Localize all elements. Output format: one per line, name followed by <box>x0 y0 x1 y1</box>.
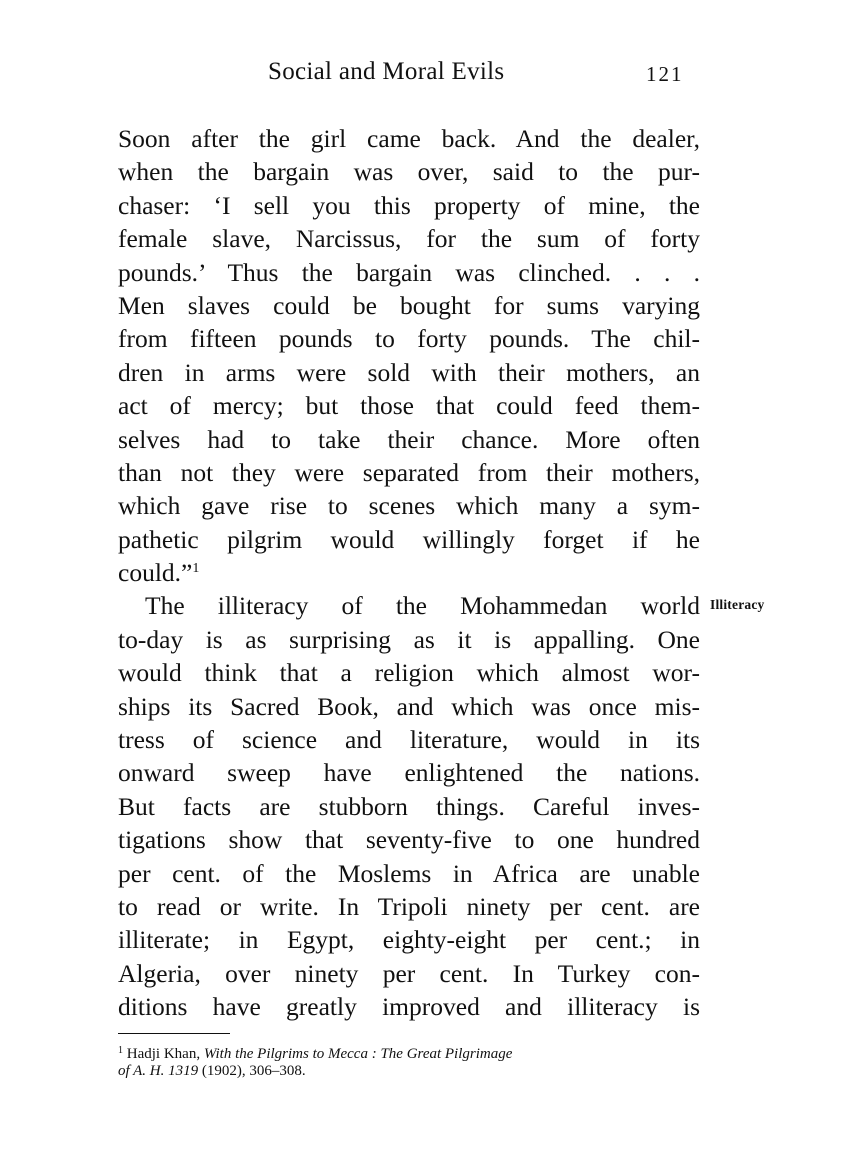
page-number: 121 <box>646 62 684 86</box>
text-line <box>118 489 700 522</box>
text-line <box>118 790 700 823</box>
text-line-content: illiterate; in Egypt, eighty-eight per cent.; in <box>118 925 700 955</box>
text-line <box>118 322 700 355</box>
text-line <box>118 690 700 723</box>
footnote-number: 1 <box>118 1045 123 1056</box>
text-line <box>118 289 700 322</box>
text-line-content: tress of science and literature, would in its <box>118 725 700 755</box>
footnote <box>118 1046 700 1080</box>
text-line <box>118 523 700 556</box>
footnote-author: Hadji Khan, <box>126 1046 201 1062</box>
text-line-content: Men slaves could be bought for sums varying <box>118 290 700 320</box>
text-line-content: selves had to take their chance. More often <box>118 424 700 454</box>
text-line <box>118 623 700 656</box>
body-text <box>118 122 700 1024</box>
footnote-reference: 1 <box>192 561 200 577</box>
text-line-content: onward sweep have enlightened the nations. <box>118 758 700 788</box>
text-line <box>118 122 700 155</box>
footnote-pages: (1902), 306–308. <box>198 1063 306 1079</box>
text-line-content: Soon after the girl came back. And the dealer, <box>118 124 700 153</box>
text-line <box>118 923 700 956</box>
text-line <box>118 389 700 422</box>
footnote-title: With the Pilgrims to Mecca : The Great Pilgrimage <box>203 1046 513 1062</box>
text-line <box>118 456 700 489</box>
text-line <box>118 857 700 890</box>
text-line <box>118 155 700 188</box>
text-line-content: But facts are stubborn things. Careful inves- <box>118 791 700 821</box>
text-line <box>118 723 700 756</box>
text-line-content: pathetic pilgrim would willingly forget if he <box>118 524 700 554</box>
footnote-date-italic: of A. H. 1319 <box>118 1063 199 1079</box>
text-line-content: when the bargain was over, said to the pur- <box>118 157 700 187</box>
text-line-content: ships its Sacred Book, and which was once mis- <box>118 691 700 721</box>
text-line <box>118 890 700 923</box>
text-line-content: female slave, Narcissus, for the sum of forty <box>118 224 700 254</box>
text-line-content: Algeria, over ninety per cent. In Turkey con- <box>118 958 700 988</box>
text-line <box>118 356 700 389</box>
text-line <box>118 990 700 1023</box>
footnote-rule <box>118 1033 230 1034</box>
text-line-content: to-day is as surprising as it is appalling. One <box>118 624 700 654</box>
text-line-content: tigations show that seventy-five to one hundred <box>118 825 700 855</box>
text-line-content: pounds.’ Thus the bargain was clinched. . . . <box>118 257 700 287</box>
text-line-content: per cent. of the Moslems in Africa are unable <box>118 858 700 888</box>
footnote-line-1 <box>118 1046 700 1063</box>
text-line-content: to read or write. In Tripoli ninety per cent. are <box>118 891 700 921</box>
text-line <box>118 957 700 990</box>
margin-note: Illiteracy <box>710 597 765 612</box>
text-line-content: ditions have greatly improved and illiteracy is <box>118 992 700 1022</box>
text-line-content: which gave rise to scenes which many a sym- <box>118 491 700 521</box>
text-line-content: could.” <box>118 558 193 588</box>
text-line-content: would think that a religion which almost wor- <box>118 658 700 688</box>
text-line <box>118 222 700 255</box>
text-line-content: than not they were separated from their mothers, <box>118 457 700 487</box>
text-line <box>118 556 700 589</box>
text-line-content: from fifteen pounds to forty pounds. The chil- <box>118 324 700 354</box>
text-line <box>118 656 700 689</box>
text-line-content: dren in arms were sold with their mothers, an <box>118 357 700 387</box>
running-head: Social and Moral Evils <box>268 58 505 85</box>
footnote-line-2 <box>118 1063 700 1080</box>
text-line-content: act of mercy; but those that could feed them- <box>118 391 700 421</box>
text-line <box>118 756 700 789</box>
text-line-content: chaser: ‘I sell you this property of mine, the <box>118 190 700 220</box>
text-line <box>118 589 700 622</box>
text-line <box>118 423 700 456</box>
text-line <box>118 823 700 856</box>
text-line <box>118 256 700 289</box>
text-line-content: The illiteracy of the Mohammedan world <box>145 591 700 621</box>
text-line <box>118 189 700 222</box>
